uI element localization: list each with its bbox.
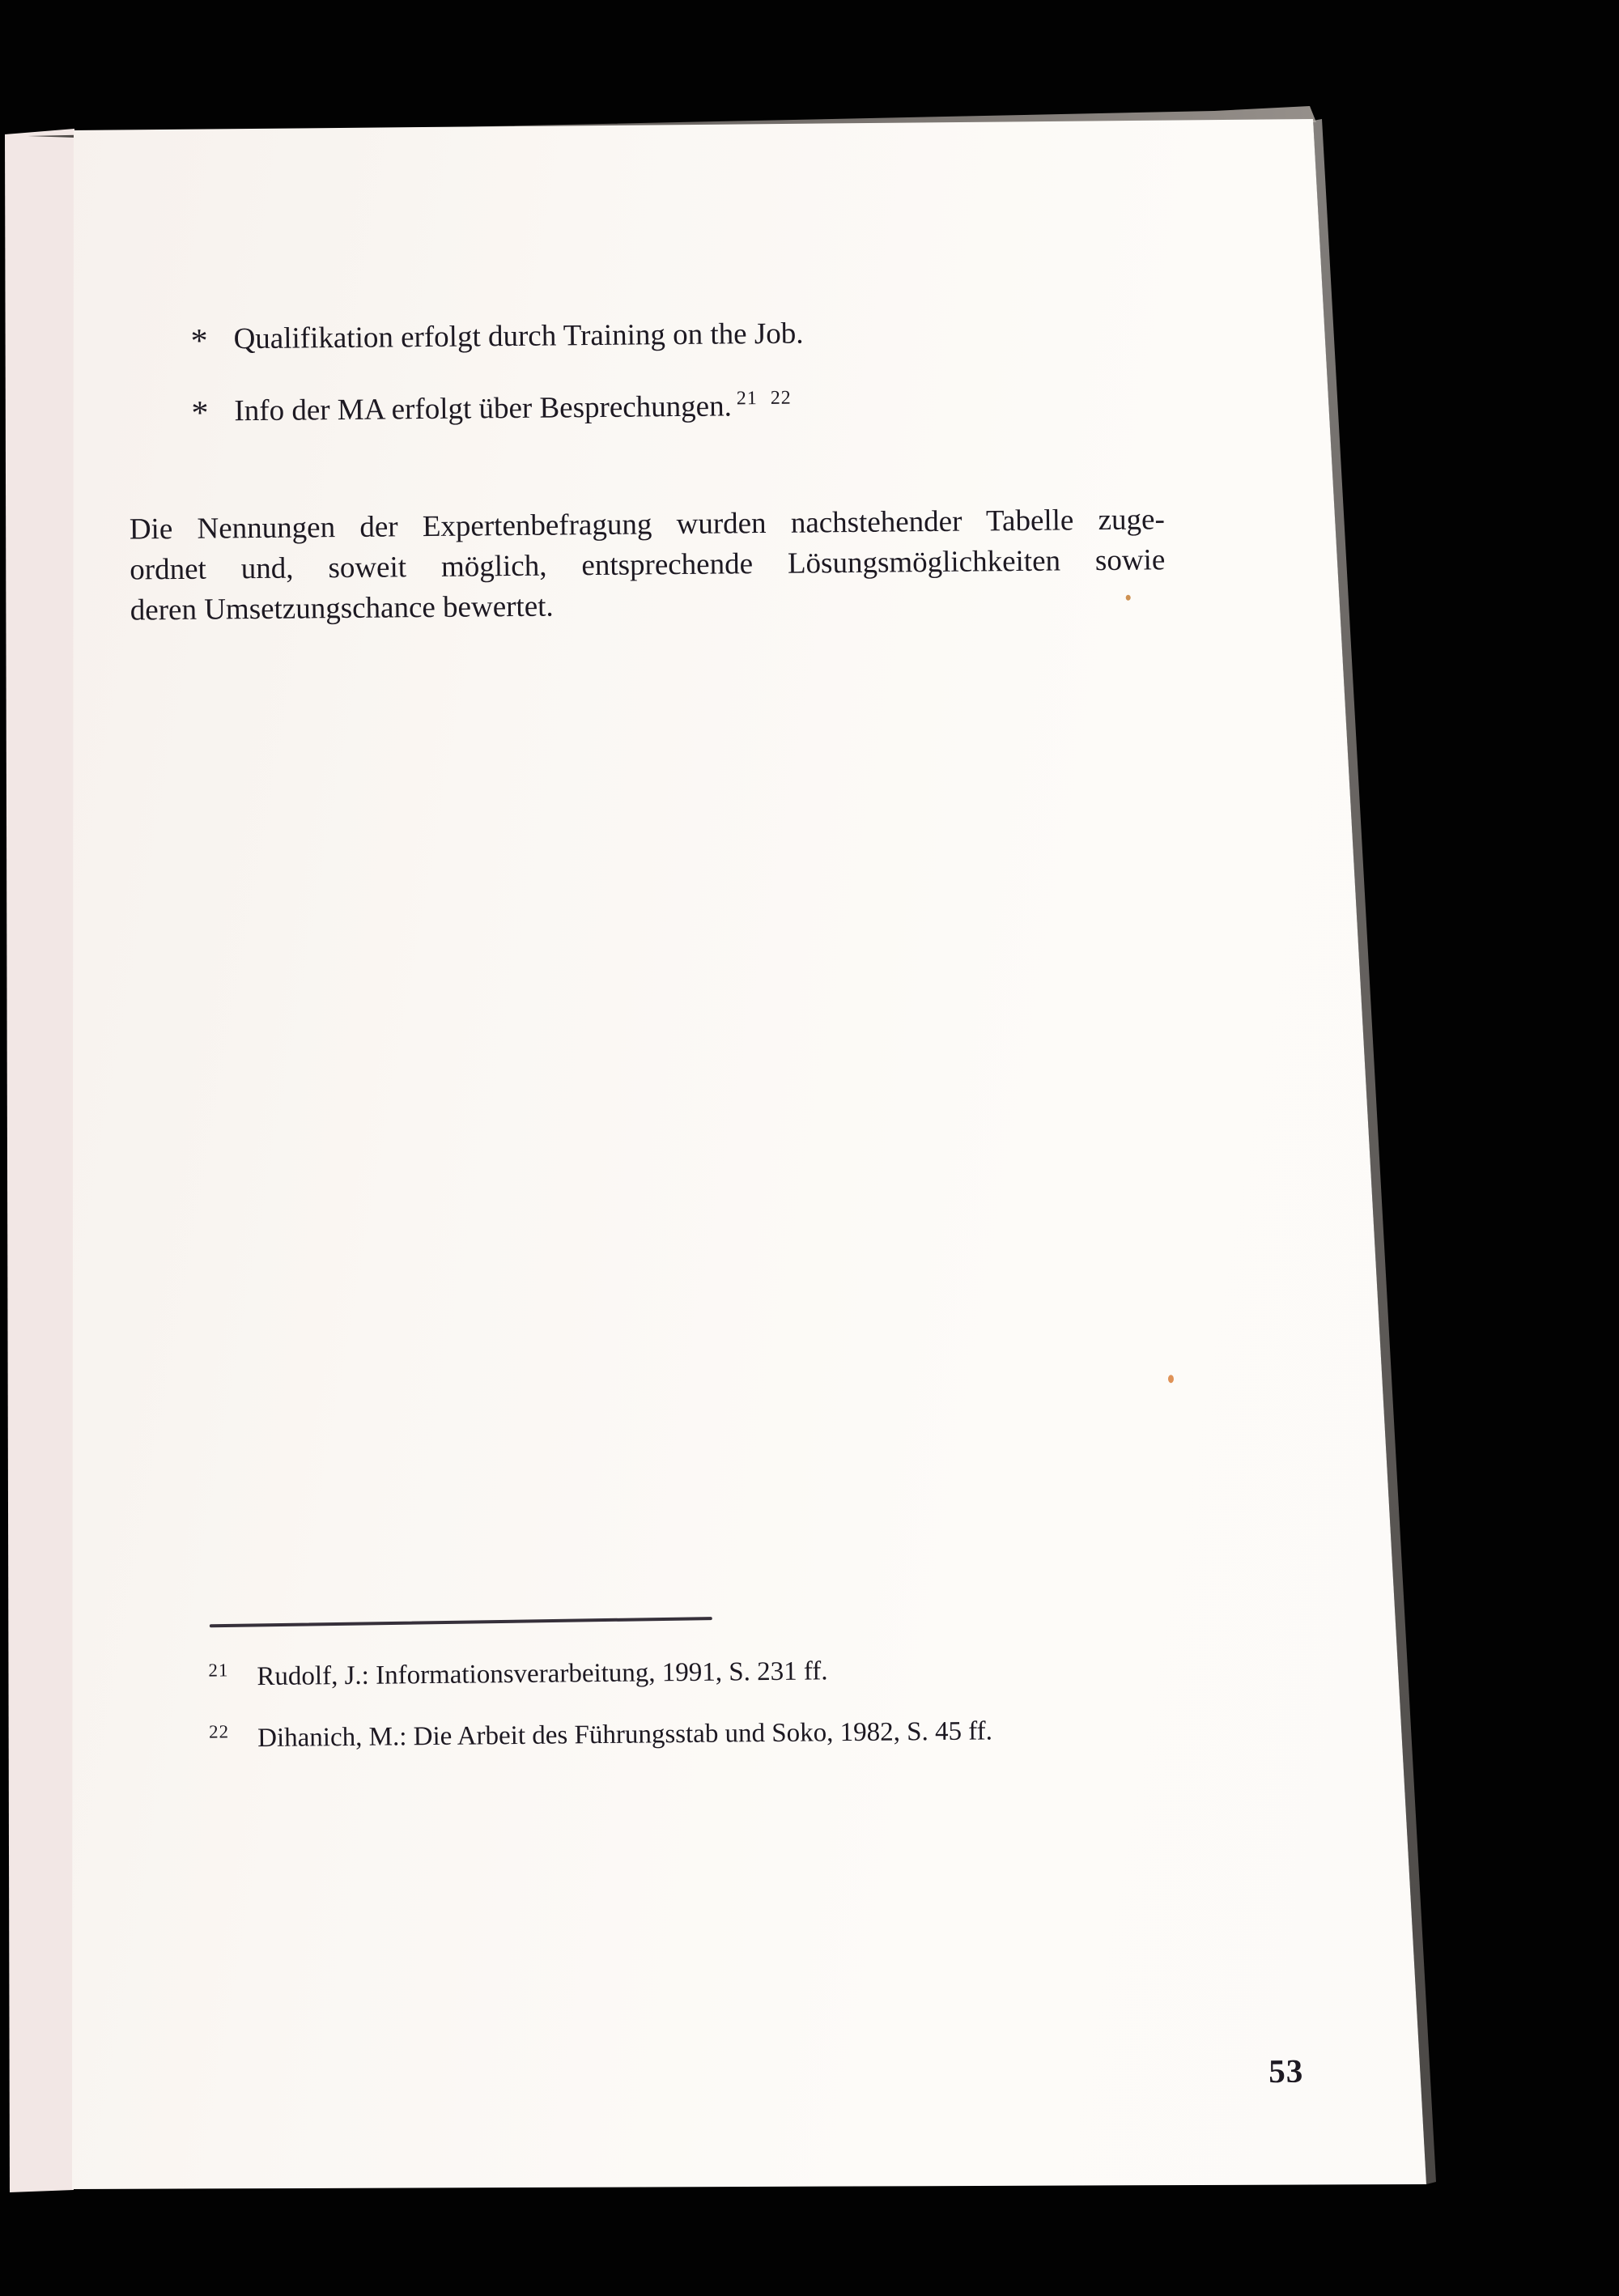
bullet-asterisk: * <box>191 394 209 432</box>
footnote-text: Rudolf, J.: Informationsverarbeitung, 1991, S. 231 ff. <box>257 1656 828 1692</box>
footnote-number: 21 <box>208 1660 229 1681</box>
footnote-reference: 22 <box>770 387 792 409</box>
bullet-item <box>191 387 792 433</box>
paragraph-line: ordnet und, soweit möglich, entsprechende Lösungsmöglichkeiten sowie <box>130 543 1166 587</box>
paragraph-line: deren Umsetzungschance bewertet. <box>130 589 554 627</box>
footnote-reference: 21 <box>736 388 758 410</box>
bullet-item <box>190 315 803 358</box>
bullet-asterisk: * <box>190 322 208 360</box>
bullet-text: Info der MA erfolgt über Besprechungen. <box>234 389 733 428</box>
paragraph-line: Die Nennungen der Expertenbefragung wurden nachstehender Tabelle zuge- <box>129 503 1165 546</box>
body-paragraph <box>130 500 1166 631</box>
footnote-number: 22 <box>208 1721 230 1742</box>
footnote <box>208 1655 828 1695</box>
footnote-divider <box>210 1617 712 1627</box>
footnote <box>209 1715 992 1757</box>
ink-speck <box>1126 595 1131 601</box>
page-number: 53 <box>1268 2052 1304 2090</box>
footnote-text: Dihanich, M.: Die Arbeit des Führungsstab und Soko, 1982, S. 45 ff. <box>257 1716 993 1754</box>
ink-speck <box>1168 1375 1174 1383</box>
bullet-text: Qualifikation erfolgt durch Training on the Job. <box>233 317 804 356</box>
